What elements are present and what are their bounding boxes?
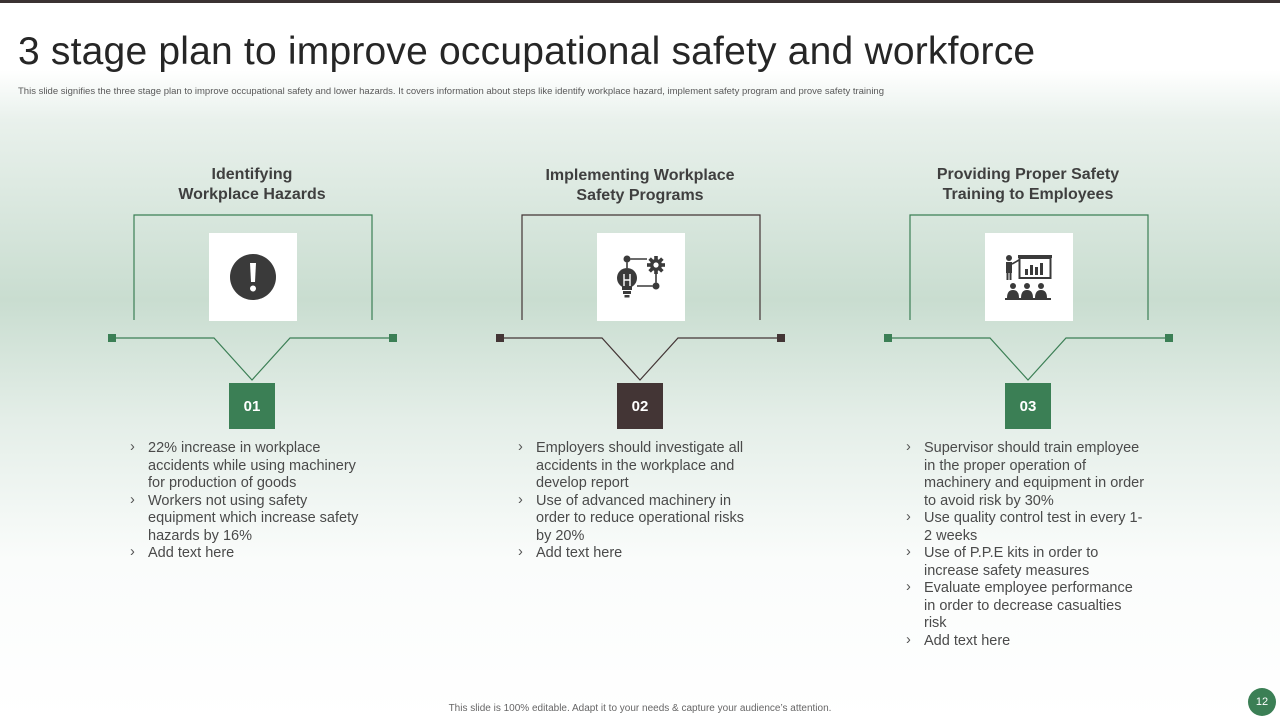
- stage-3-icon-box: [985, 233, 1073, 321]
- stage-2-pointer-line: [500, 338, 781, 380]
- list-item: › Use of advanced machinery in order to reduce operational risks by 20%: [518, 493, 758, 546]
- stage-1-left-node: [108, 334, 116, 342]
- stage-3-title-line1: Providing Proper Safety: [936, 166, 1120, 183]
- exclamation-icon: [229, 253, 277, 301]
- stage-1-number: 01: [229, 383, 275, 429]
- stage-1-title-line2: Workplace Hazards: [178, 186, 326, 203]
- stage-2-title: [510, 166, 770, 206]
- stage-3-bullets: [906, 440, 1146, 650]
- list-item: › Add text here: [518, 545, 758, 563]
- list-item: › Use quality control test in every 1-2 weeks: [906, 510, 1146, 545]
- stage-3-right-node: [1165, 334, 1173, 342]
- list-item: › Evaluate employee performance in order to decrease casualties risk: [906, 580, 1146, 633]
- stage-1-right-node: [389, 334, 397, 342]
- stage-2-bullets: [518, 440, 758, 563]
- stage-2-title-line1: Implementing Workplace: [545, 167, 735, 184]
- list-item: › Add text here: [130, 545, 370, 563]
- stage-1-icon-box: [209, 233, 297, 321]
- footer-note: This slide is 100% editable. Adapt it to your needs & capture your audience’s attention.: [448, 703, 832, 714]
- stage-3-title: [898, 165, 1158, 205]
- page-number-badge: 12: [1248, 688, 1276, 716]
- slide-subtitle: This slide signifies the three stage plan to improve occupational safety and lower hazards. It covers information about steps like identify workplace hazard, implement safety program and prove safety training: [18, 86, 885, 97]
- stage-1-pointer-line: [112, 338, 393, 380]
- stage-2-left-node: [496, 334, 504, 342]
- list-item: › Use of P.P.E kits in order to increase safety measures: [906, 545, 1146, 580]
- stage-1-title: [122, 165, 382, 205]
- list-item: › Add text here: [906, 633, 1146, 651]
- stage-2-right-node: [777, 334, 785, 342]
- stage-3-number: 03: [1005, 383, 1051, 429]
- stage-2-number: 02: [617, 383, 663, 429]
- stage-3-left-node: [884, 334, 892, 342]
- list-item: › 22% increase in workplace accidents while using machinery for production of goods: [130, 440, 370, 493]
- list-item: › Employers should investigate all accidents in the workplace and develop report: [518, 440, 758, 493]
- stage-1-title-line1: Identifying: [211, 166, 293, 183]
- stage-1-bullets: [130, 440, 370, 563]
- stage-2-icon-box: [597, 233, 685, 321]
- presentation-training-icon: [1003, 254, 1055, 300]
- list-item: › Workers not using safety equipment which increase safety hazards by 16%: [130, 493, 370, 546]
- list-item: › Supervisor should train employee in the proper operation of machinery and equipment in order to avoid risk by 30%: [906, 440, 1146, 510]
- stage-2-title-line2: Safety Programs: [576, 187, 704, 204]
- stage-3-title-line2: Training to Employees: [942, 186, 1114, 203]
- lightbulb-gear-icon: [613, 252, 669, 302]
- stage-3-pointer-line: [888, 338, 1169, 380]
- slide-title: 3 stage plan to improve occupational safety and workforce: [18, 30, 1036, 73]
